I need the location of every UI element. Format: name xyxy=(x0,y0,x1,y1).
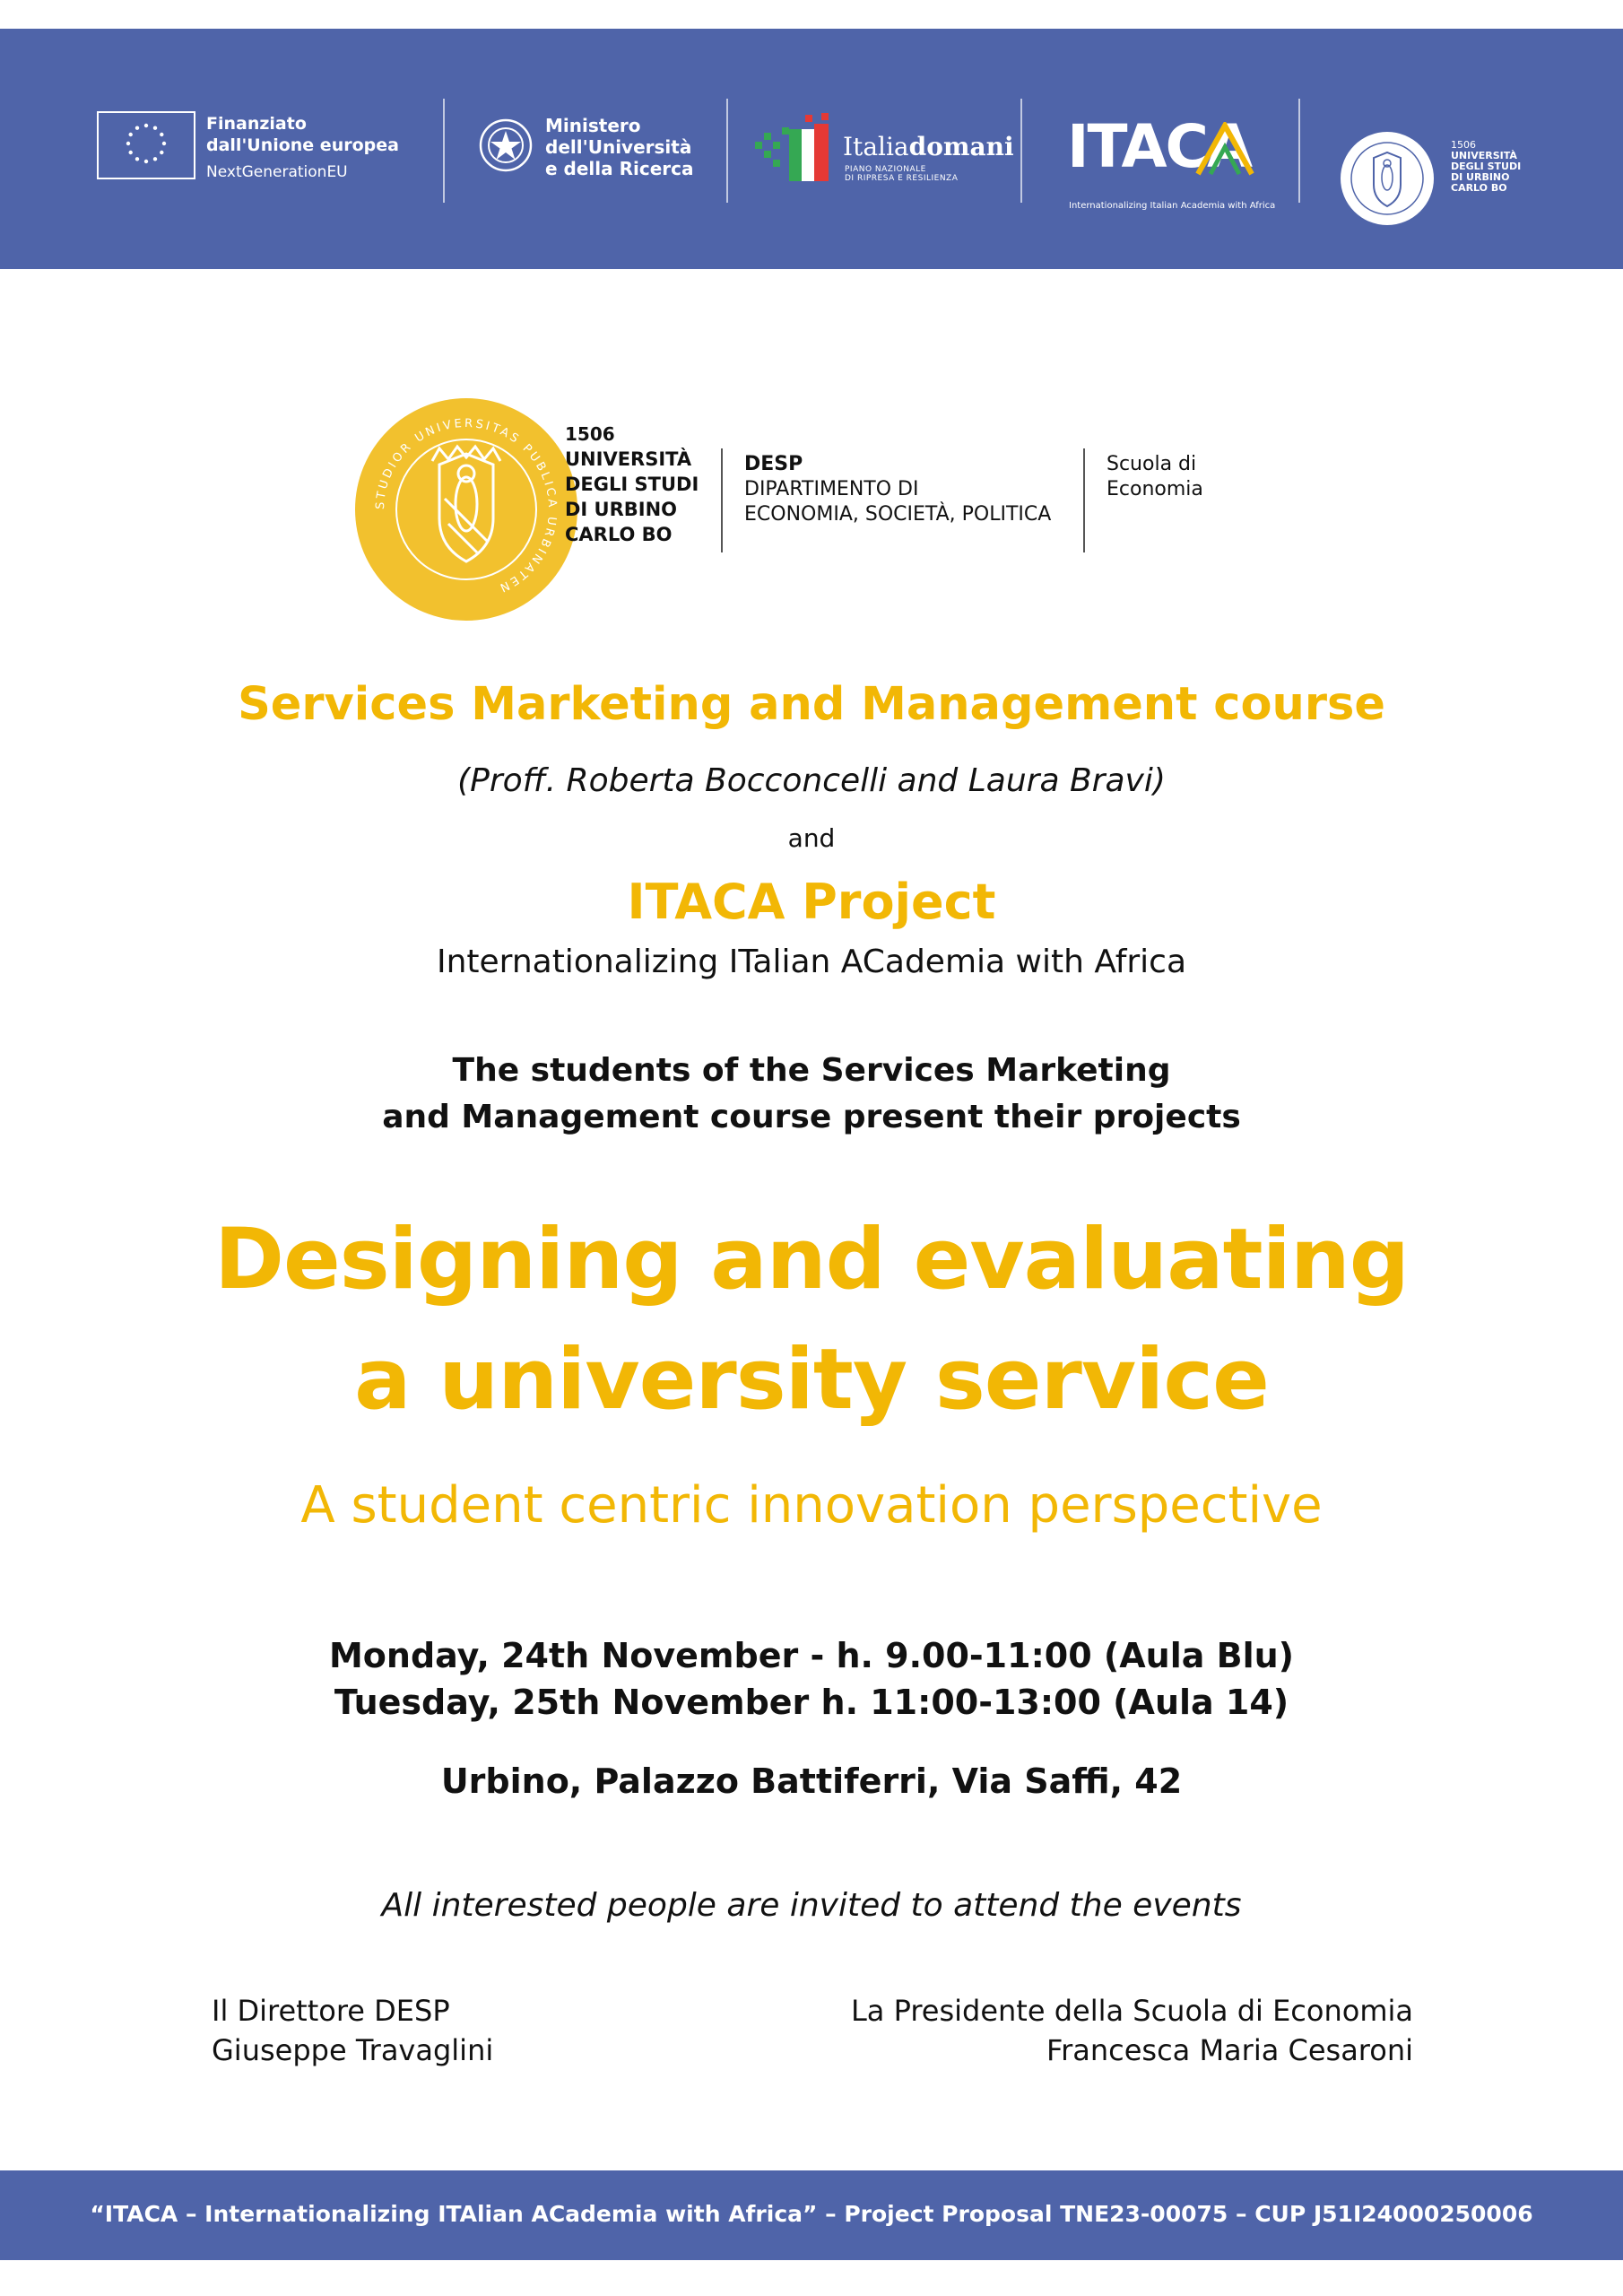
top-banner xyxy=(0,29,1623,269)
seal-ring-text: STUDIOR UNIVERSITAS PUBLICA URBINATEN xyxy=(373,416,560,596)
uniurb-l4: CARLO BO xyxy=(1451,182,1507,194)
intro-line1: The students of the Services Marketing xyxy=(452,1052,1171,1089)
center-uni-l1: UNIVERSITÀ xyxy=(565,448,692,470)
university-seal-icon xyxy=(1340,131,1435,226)
signature-left-role: Il Direttore DESP xyxy=(212,1994,450,2028)
invite-line: All interested people are invited to attend the events xyxy=(381,1887,1242,1924)
italiadomani-sub1: PIANO NAZIONALE xyxy=(845,165,926,174)
mur-label-line1: Ministero xyxy=(545,115,641,136)
uniurb-l1: UNIVERSITÀ xyxy=(1451,150,1517,161)
desp-line2: ECONOMIA, SOCIETÀ, POLITICA xyxy=(744,503,1052,526)
eu-label-line2: dall'Unione europea xyxy=(206,135,399,155)
signature-right-name: Francesca Maria Cesaroni xyxy=(1046,2033,1413,2067)
project-subtitle: Internationalizing ITalian ACademia with Africa xyxy=(436,944,1187,980)
italiadomani-name-a: Italia xyxy=(843,132,909,161)
uniurb-l3: DI URBINO xyxy=(1451,171,1510,183)
eu-flag-icon xyxy=(97,111,195,179)
eu-label-line3: NextGenerationEU xyxy=(206,163,348,181)
tagline: A student centric innovation perspective xyxy=(300,1476,1323,1535)
scuola-line1: Scuola di xyxy=(1107,453,1197,475)
footer-banner xyxy=(0,2170,1623,2260)
main-title-line1: Designing and evaluating xyxy=(213,1211,1410,1309)
event-date-2: Tuesday, 25th November h. 11:00-13:00 (Aula 14) xyxy=(334,1683,1289,1722)
center-uni-l2: DEGLI STUDI xyxy=(565,474,699,495)
signature-left-name: Giuseppe Travaglini xyxy=(212,2033,494,2067)
intro-line2: and Management course present their projects xyxy=(382,1099,1241,1135)
italian-emblem-icon xyxy=(477,115,534,178)
center-uni-l3: DI URBINO xyxy=(565,499,678,520)
uniurb-year: 1506 xyxy=(1451,139,1476,151)
project-title: ITACA Project xyxy=(627,874,996,930)
scuola-line2: Economia xyxy=(1107,478,1203,500)
footer-text: “ITACA – Internationalizing ITAlian ACademia with Africa” – Project Proposal TNE23-00075 – CUP J51I24000250006 xyxy=(90,2201,1533,2227)
itaca-logo-accent-icon xyxy=(1193,122,1257,176)
main-title-line2: a university service xyxy=(354,1331,1269,1429)
course-title: Services Marketing and Management course xyxy=(238,678,1385,731)
and-word: and xyxy=(787,823,836,853)
mur-label-line3: e della Ricerca xyxy=(545,158,694,179)
mur-label-line2: dell'Università xyxy=(545,136,692,158)
signature-right-role: La Presidente della Scuola di Economia xyxy=(850,1994,1413,2028)
desp-title: DESP xyxy=(744,453,803,475)
itaca-logo-subtitle: Internationalizing Italian Academia with Africa xyxy=(1069,201,1276,211)
center-year: 1506 xyxy=(565,423,615,445)
university-seal-large-icon xyxy=(355,398,577,621)
italiadomani-logo-icon xyxy=(751,111,838,185)
center-uni-l4: CARLO BO xyxy=(565,524,673,545)
professors-line: (Proff. Roberta Bocconcelli and Laura Bravi) xyxy=(457,762,1166,799)
desp-line1: DIPARTIMENTO DI xyxy=(744,478,919,500)
italiadomani-sub2: DI RIPRESA E RESILIENZA xyxy=(845,174,959,183)
eu-label-line1: Finanziato xyxy=(206,114,307,134)
uniurb-l2: DEGLI STUDI xyxy=(1451,161,1522,172)
event-location: Urbino, Palazzo Battiferri, Via Saffi, 42 xyxy=(440,1761,1183,1801)
event-date-1: Monday, 24th November - h. 9.00-11:00 (Aula Blu) xyxy=(328,1636,1295,1675)
itaca-logo-text: ITACA xyxy=(1067,112,1252,181)
italiadomani-name-b: domani xyxy=(908,132,1014,161)
